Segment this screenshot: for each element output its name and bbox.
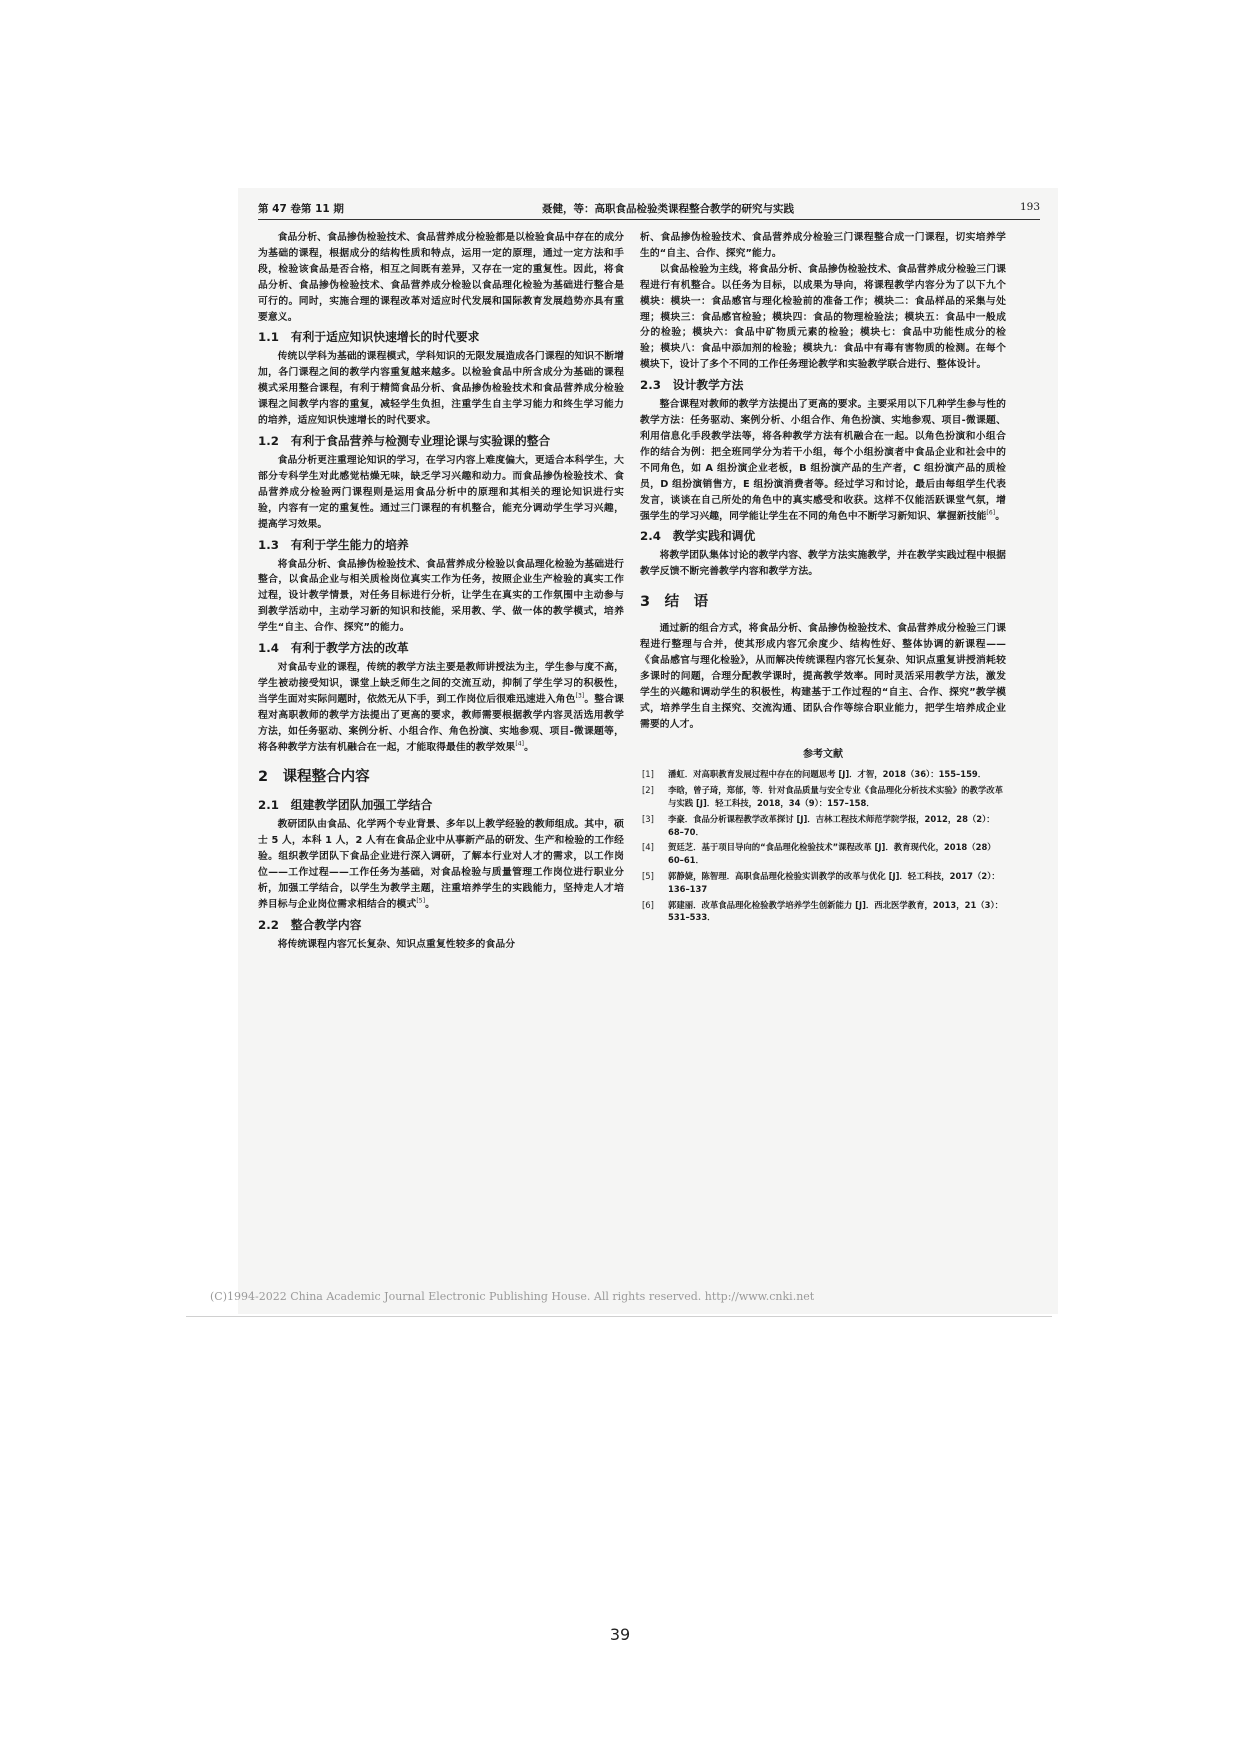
citation-4: [4] bbox=[515, 740, 525, 748]
reference-number: [5] bbox=[642, 871, 654, 882]
reference-item bbox=[640, 870, 1006, 896]
reference-text: 李晗，曾子琦，郑郁，等．针对食品质量与安全专业《食品理化分析技术实验》的教学改革与实践 [J]．轻工科技，2018，34（9）：157–158． bbox=[668, 785, 1003, 809]
section-2-3-heading: 2.3 设计教学方法 bbox=[640, 378, 744, 393]
section-1-2-text: 食品分析更注重理论知识的学习，在学习内容上难度偏大，更适合本科学生，大部分专科学生对此感觉枯燥无味，缺乏学习兴趣和动力。而食品掺伪检验技术、食品营养成分检验两门课程则是运用食品分析中的原理和其相关的理论知识进行实验，内容有一定的重复性。通过三门课程的有机整合，能充分调动学生学习兴趣，提高学习效果。 bbox=[258, 454, 624, 530]
reference-number: [1] bbox=[642, 769, 654, 780]
modules-paragraph: 以食品检验为主线，将食品分析、食品掺伪检验技术、食品营养成分检验三门课程进行有机整合。以任务为目标，以成果为导向，将课程教学内容分为了以下九个模块：模块一：食品感官与理化检验前的准备工作；模块二：食品样品的采集与处理；模块三：食品感官检验；模块四：食品的物理检验法；模块五：食品中一般成分的检验；模块六：食品中矿物质元素的检验；模块七：食品中功能性成分的检验；模块八：食品中添加剂的检验；模块九：食品中有毒有害物质的检测。在每个模块下，设计了多个不同的工作任务理论教学和实验教学联合进行、整体设计。 bbox=[640, 263, 1006, 371]
section-1-4-end: 。 bbox=[524, 741, 535, 753]
section-2-1-end: 。 bbox=[425, 899, 436, 910]
reference-text: 郭建丽．改革食品理化检验教学培养学生创新能力 [J]．西北医学教育，2013，21（3）：531–533． bbox=[668, 899, 1004, 923]
citation-3: [3] bbox=[575, 692, 585, 700]
citation-6: [6] bbox=[986, 509, 996, 517]
section-2-3-end: 。 bbox=[995, 510, 1006, 522]
section-2-1-text bbox=[258, 817, 624, 912]
running-header bbox=[258, 201, 1040, 219]
article-running-title: 聂健，等：高职食品检验类课程整合教学的研究与实践 bbox=[542, 203, 794, 215]
section-1-3-text: 将食品分析、食品掺伪检验技术、食品营养成分检验以食品理化检验为基础进行整合，以食品企业与相关质检岗位真实工作为任务，按照企业生产检验的真实工作过程，设计教学情景，对任务目标进行分析，让学生在真实的工作氛围中主动参与到教学活动中，主动学习新的知识和技能，采用教、学、做一体的教学模式，培养学生“自主、合作、探究”的能力。 bbox=[258, 558, 624, 634]
intro-paragraph: 食品分析、食品掺伪检验技术、食品营养成分检验都是以检验食品中存在的成分为基础的课程，根据成分的结构性质和特点，运用一定的原理，通过一定方法和手段，检验该食品是否合格，相互之间既有差异，又存在一定的重复性。因此，将食品分析、食品掺伪检验技术、食品营养成分检验以食品理化检验为基础进行整合是可行的。同时，实施合理的课程改革对适应时代发展和国际教育发展趋势亦具有重要意义。 bbox=[258, 232, 624, 323]
reference-number: [2] bbox=[642, 785, 654, 796]
reference-item bbox=[640, 841, 1006, 867]
section-1-4-part2: 。整合课程对高职教师的教学方法提出了更高的要求，教师需要根据教学内容灵活选用教学方法，如任务驱动、案例分析、小组合作、角色扮演、实地参观、项目-微课题等，将各种教学方法有机融合在一起，才能取得最佳的教学效果 bbox=[258, 693, 624, 753]
left-column bbox=[258, 230, 624, 953]
section-2-1-part1: 教研团队由食品、化学两个专业背景、多年以上教学经验的教师组成。其中，硕士 5 人，本科 1 人，2 人有在食品企业中从事新产品的研发、生产和检验的工作经验。组织教学团队下食品企业进行深入调研，了解本行业对人才的需求，以工作岗位——工作过程——工作任务为基础，对食品检验与质量管理工作岗位进行职业分析，加强工学结合，以学生为教学主题，注重培养学生的实践能力，坚持走人才培养目标与企业岗位需求相结合的模式 bbox=[258, 819, 624, 910]
section-2-4-text: 将教学团队集体讨论的教学内容、教学方法实施教学，并在教学实践过程中根据教学反馈不断完善教学内容和教学方法。 bbox=[640, 550, 1006, 578]
reference-text: 李豪．食品分析课程教学改革探讨 [J]．吉林工程技术师范学院学报，2012，28（2）：68–70． bbox=[668, 813, 995, 837]
citation-5: [5] bbox=[416, 897, 426, 905]
section-2-2-continued: 析、食品掺伪检验技术、食品营养成分检验三门课程整合成一门课程，切实培养学生的“自主、合作、探究”能力。 bbox=[640, 232, 1006, 259]
section-1-2-heading: 1.2 有利于食品营养与检测专业理论课与实验课的整合 bbox=[258, 433, 551, 448]
section-1-4-text bbox=[258, 660, 624, 755]
section-2-1-heading: 2.1 组建教学团队加强工学结合 bbox=[258, 798, 433, 813]
section-1-1-text: 传统以学科为基础的课程模式，学科知识的无限发展造成各门课程的知识不断增加，各门课程之间的教学内容重复越来越多。以检验食品中所含成分为基础的课程模式采用整合课程，有利于精简食品分析、食品掺伪检验技术和食品营养成分检验课程之间教学内容的重复，减轻学生负担，注重学生自主学习能力和终生学习能力的培养，适应知识快速增长的时代要求。 bbox=[258, 351, 624, 427]
references-list bbox=[640, 768, 1006, 924]
reference-text: 贺廷芝．基于项目导向的“食品理化检验技术”课程改革 [J]．教育现代化，2018（28）60–61． bbox=[668, 842, 996, 866]
section-1-4-part1: 对食品专业的课程，传统的教学方法主要是教师讲授法为主，学生参与度不高，学生被动接受知识，课堂上缺乏师生之间的交流互动，抑制了学生学习的积极性，当学生面对实际问题时，依然无从下手，到工作岗位后很难迅速进入角色 bbox=[258, 662, 624, 705]
section-2-2-text: 将传统课程内容冗长复杂、知识点重复性较多的食品分 bbox=[277, 938, 516, 950]
footer-rule bbox=[186, 1316, 1052, 1317]
section-2-3-text bbox=[640, 397, 1006, 524]
section-3-heading: 3 结 语 bbox=[640, 594, 709, 611]
reference-number: [6] bbox=[642, 899, 654, 910]
section-2-3-part1: 整合课程对教师的教学方法提出了更高的要求。主要采用以下几种学生参与性的教学方法：任务驱动、案例分析、小组合作、角色扮演、实地参观、项目-微课题、利用信息化手段教学法等，将各种教学方法有机融合在一起。以角色扮演和小组合作的结合为例：把全班同学分为若干小组，每个小组扮演者中食品企业和社会中的不同角色，如 A 组扮演企业老板，B 组扮演产品的生产者，C 组扮演产品的质检员，D 组扮演销售方，E 组扮演消费者等。经过学习和讨论，最后由每组学生代表发言，谈谈在自己所处的角色中的真实感受和收获。这样不仅能活跃课堂气氛，增强学生的学习兴趣，同学能让学生在不同的角色中不断学习新知识、掌握新技能 bbox=[640, 399, 1006, 522]
section-1-1-heading: 1.1 有利于适应知识快速增长的时代要求 bbox=[258, 330, 480, 345]
reference-number: [3] bbox=[642, 813, 654, 824]
section-2-4-heading: 2.4 教学实践和调优 bbox=[640, 529, 756, 544]
reference-text: 郭静婕，陈智理．高职食品理化检验实训教学的改革与优化 [J]．轻工科技，2017（2）：136–137 bbox=[668, 871, 1000, 894]
journal-page-number: 193 bbox=[1019, 201, 1040, 213]
references-heading: 参考文献 bbox=[803, 748, 843, 760]
reference-text: 潘虹．对高职教育发展过程中存在的问题思考 [J]．才智，2018（36）：155–159． bbox=[668, 769, 987, 780]
reference-number: [4] bbox=[642, 842, 654, 853]
section-1-3-heading: 1.3 有利于学生能力的培养 bbox=[258, 537, 409, 552]
right-column bbox=[640, 230, 1006, 927]
reference-item bbox=[640, 813, 1006, 839]
section-2-heading: 2 课程整合内容 bbox=[258, 769, 370, 786]
copyright-notice: (C)1994-2022 China Academic Journal Electronic Publishing House. All rights reserved. http://www.cnki.net bbox=[210, 1290, 815, 1303]
section-1-4-heading: 1.4 有利于教学方法的改革 bbox=[258, 641, 409, 656]
conclusion-text: 通过新的组合方式，将食品分析、食品掺伪检验技术、食品营养成分检验三门课程进行整理与合并，使其形成内容冗余度少、结构性好、整体协调的新课程——《食品感官与理化检验》，从而解决传统课程内容冗长复杂、知识点重复讲授消耗较多课时的问题，合理分配教学课时，提高教学效率。同时灵活采用教学方法，激发学生的兴趣和调动学生的积极性，构建基于工作过程的“自主、合作、探究”教学模式，培养学生自主探究、交流沟通、团队合作等综合职业能力，把学生培养成企业需要的人才。 bbox=[640, 623, 1006, 730]
reference-item bbox=[640, 768, 1006, 781]
page-number: 39 bbox=[609, 1625, 631, 1644]
reference-item bbox=[640, 784, 1006, 810]
header-rule bbox=[258, 219, 1040, 220]
reference-item bbox=[640, 899, 1006, 925]
section-2-2-heading: 2.2 整合教学内容 bbox=[258, 917, 362, 932]
volume-issue: 第 47 卷第 11 期 bbox=[258, 203, 344, 215]
